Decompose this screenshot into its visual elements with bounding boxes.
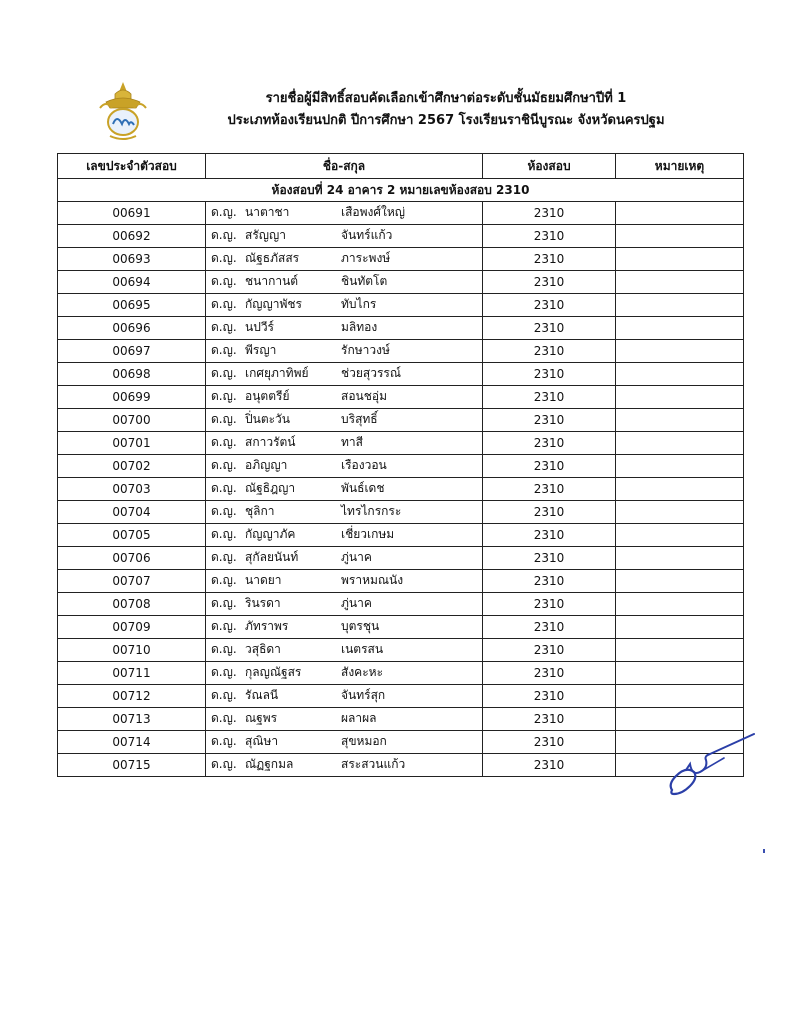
exam-id-cell: 00697 bbox=[58, 340, 206, 363]
full-name-cell bbox=[206, 455, 483, 478]
first-name: ปิ่นตะวัน bbox=[245, 412, 290, 426]
last-name: ชินทัตโต bbox=[341, 274, 388, 288]
exam-id-cell: 00702 bbox=[58, 455, 206, 478]
remarks-cell bbox=[616, 225, 744, 248]
table-row bbox=[58, 248, 744, 271]
exam-room-cell: 2310 bbox=[483, 501, 616, 524]
first-name: อนุตตรีย์ bbox=[245, 389, 290, 403]
full-name-cell bbox=[206, 501, 483, 524]
signature bbox=[664, 728, 764, 808]
remarks-cell bbox=[616, 340, 744, 363]
remarks-cell bbox=[616, 593, 744, 616]
name-prefix: ด.ญ. bbox=[211, 550, 237, 564]
first-name: วสุธิดา bbox=[245, 642, 281, 656]
table-row bbox=[58, 340, 744, 363]
remarks-cell bbox=[616, 317, 744, 340]
last-name: เชี่ยวเกษม bbox=[341, 527, 395, 541]
first-name: กัญญาภัค bbox=[245, 527, 296, 541]
exam-id-cell: 00709 bbox=[58, 616, 206, 639]
name-prefix: ด.ญ. bbox=[211, 412, 237, 426]
last-name: เนตรสน bbox=[341, 642, 384, 656]
exam-id-cell: 00694 bbox=[58, 271, 206, 294]
last-name: รักษาวงษ์ bbox=[341, 343, 390, 357]
first-name: นปวีร์ bbox=[245, 320, 275, 334]
header-title-line2: ประเภทห้องเรียนปกติ ปีการศึกษา 2567 โรงเรียนราชินีบูรณะ จังหวัดนครปฐม bbox=[227, 113, 665, 128]
table-row bbox=[58, 570, 744, 593]
table-row bbox=[58, 639, 744, 662]
exam-room-cell: 2310 bbox=[483, 731, 616, 754]
exam-id-cell: 00715 bbox=[58, 754, 206, 777]
first-name: เกศยุภาทิพย์ bbox=[245, 366, 309, 380]
exam-room-cell: 2310 bbox=[483, 685, 616, 708]
ink-mark bbox=[763, 849, 765, 853]
first-name: ชุลิกา bbox=[245, 504, 275, 518]
name-prefix: ด.ญ. bbox=[211, 504, 237, 518]
last-name: ทับไกร bbox=[341, 297, 377, 311]
exam-room-cell: 2310 bbox=[483, 294, 616, 317]
exam-id-cell: 00701 bbox=[58, 432, 206, 455]
first-name: พีรญา bbox=[245, 343, 277, 357]
first-name: สุณิษา bbox=[245, 734, 279, 748]
exam-room-cell: 2310 bbox=[483, 616, 616, 639]
name-prefix: ด.ญ. bbox=[211, 366, 237, 380]
exam-room-cell: 2310 bbox=[483, 225, 616, 248]
name-prefix: ด.ญ. bbox=[211, 458, 237, 472]
name-prefix: ด.ญ. bbox=[211, 251, 237, 265]
full-name-cell bbox=[206, 754, 483, 777]
column-header-exam-id: เลขประจำตัวสอบ bbox=[58, 154, 206, 179]
exam-id-cell: 00710 bbox=[58, 639, 206, 662]
exam-id-cell: 00693 bbox=[58, 248, 206, 271]
exam-room-cell: 2310 bbox=[483, 708, 616, 731]
remarks-cell bbox=[616, 501, 744, 524]
exam-room-cell: 2310 bbox=[483, 248, 616, 271]
last-name: เสือพงศ์ใหญ่ bbox=[341, 205, 406, 219]
remarks-cell bbox=[616, 271, 744, 294]
table-row bbox=[58, 202, 744, 225]
remarks-cell bbox=[616, 409, 744, 432]
remarks-cell bbox=[616, 524, 744, 547]
table-row bbox=[58, 317, 744, 340]
remarks-cell bbox=[616, 547, 744, 570]
full-name-cell bbox=[206, 685, 483, 708]
last-name: เรืองวอน bbox=[341, 458, 387, 472]
remarks-cell bbox=[616, 570, 744, 593]
exam-room-cell: 2310 bbox=[483, 317, 616, 340]
exam-room-cell: 2310 bbox=[483, 363, 616, 386]
full-name-cell bbox=[206, 317, 483, 340]
exam-id-cell: 00695 bbox=[58, 294, 206, 317]
last-name: ภู่นาค bbox=[341, 550, 372, 564]
first-name: สุกัลยนันท์ bbox=[245, 550, 299, 564]
exam-room-cell: 2310 bbox=[483, 478, 616, 501]
full-name-cell bbox=[206, 409, 483, 432]
exam-room-cell: 2310 bbox=[483, 340, 616, 363]
name-prefix: ด.ญ. bbox=[211, 665, 237, 679]
exam-room-cell: 2310 bbox=[483, 271, 616, 294]
full-name-cell bbox=[206, 271, 483, 294]
document-header bbox=[186, 88, 706, 132]
first-name: ณัฐธภัสสร bbox=[245, 251, 300, 265]
exam-id-cell: 00706 bbox=[58, 547, 206, 570]
exam-room-cell: 2310 bbox=[483, 202, 616, 225]
exam-room-cell: 2310 bbox=[483, 754, 616, 777]
table-row bbox=[58, 708, 744, 731]
exam-room-cell: 2310 bbox=[483, 662, 616, 685]
full-name-cell bbox=[206, 340, 483, 363]
first-name: สรัญญา bbox=[245, 228, 286, 242]
full-name-cell bbox=[206, 662, 483, 685]
first-name: ณัฏฐกมล bbox=[245, 757, 294, 771]
table-row bbox=[58, 225, 744, 248]
last-name: พราหมณนัง bbox=[341, 573, 404, 587]
table-row bbox=[58, 432, 744, 455]
last-name: บริสุทธิ์ bbox=[341, 412, 378, 426]
name-prefix: ด.ญ. bbox=[211, 596, 237, 610]
name-prefix: ด.ญ. bbox=[211, 642, 237, 656]
exam-room-cell: 2310 bbox=[483, 524, 616, 547]
exam-room-cell: 2310 bbox=[483, 386, 616, 409]
exam-room-cell: 2310 bbox=[483, 593, 616, 616]
room-header: ห้องสอบที่ 24 อาคาร 2 หมายเลขห้องสอบ 2310 bbox=[58, 179, 744, 202]
name-prefix: ด.ญ. bbox=[211, 481, 237, 495]
remarks-cell bbox=[616, 478, 744, 501]
last-name: จันทร์สุก bbox=[341, 688, 386, 702]
full-name-cell bbox=[206, 731, 483, 754]
full-name-cell bbox=[206, 225, 483, 248]
exam-id-cell: 00708 bbox=[58, 593, 206, 616]
first-name: อภิญญา bbox=[245, 458, 288, 472]
exam-id-cell: 00691 bbox=[58, 202, 206, 225]
column-header-full-name: ชื่อ-สกุล bbox=[206, 154, 483, 179]
name-prefix: ด.ญ. bbox=[211, 297, 237, 311]
table-row bbox=[58, 754, 744, 777]
first-name: สกาวรัตน์ bbox=[245, 435, 296, 449]
last-name: สระสวนแก้ว bbox=[341, 757, 406, 771]
name-prefix: ด.ญ. bbox=[211, 527, 237, 541]
full-name-cell bbox=[206, 478, 483, 501]
name-prefix: ด.ญ. bbox=[211, 228, 237, 242]
remarks-cell bbox=[616, 248, 744, 271]
table-row bbox=[58, 271, 744, 294]
column-header-remarks: หมายเหตุ bbox=[616, 154, 744, 179]
name-prefix: ด.ญ. bbox=[211, 389, 237, 403]
first-name: รินรดา bbox=[245, 596, 281, 610]
last-name: บุตรชุน bbox=[341, 619, 380, 633]
remarks-cell bbox=[616, 616, 744, 639]
last-name: ภู่นาค bbox=[341, 596, 372, 610]
full-name-cell bbox=[206, 524, 483, 547]
exam-room-cell: 2310 bbox=[483, 455, 616, 478]
exam-id-cell: 00698 bbox=[58, 363, 206, 386]
remarks-cell bbox=[616, 432, 744, 455]
exam-id-cell: 00704 bbox=[58, 501, 206, 524]
header-title-line1: รายชื่อผู้มีสิทธิ์สอบคัดเลือกเข้าศึกษาต่อระดับชั้นมัธยมศึกษาปีที่ 1 bbox=[265, 91, 627, 106]
name-prefix: ด.ญ. bbox=[211, 734, 237, 748]
column-header-exam-room: ห้องสอบ bbox=[483, 154, 616, 179]
table-body bbox=[58, 179, 744, 777]
exam-room-cell: 2310 bbox=[483, 570, 616, 593]
table-row bbox=[58, 593, 744, 616]
first-name: ณฐพร bbox=[245, 711, 278, 725]
exam-id-cell: 00700 bbox=[58, 409, 206, 432]
room-header-row bbox=[58, 179, 744, 202]
name-prefix: ด.ญ. bbox=[211, 343, 237, 357]
name-prefix: ด.ญ. bbox=[211, 274, 237, 288]
exam-id-cell: 00707 bbox=[58, 570, 206, 593]
table-row bbox=[58, 294, 744, 317]
table-row bbox=[58, 547, 744, 570]
name-prefix: ด.ญ. bbox=[211, 573, 237, 587]
table-row bbox=[58, 616, 744, 639]
exam-room-cell: 2310 bbox=[483, 409, 616, 432]
remarks-cell bbox=[616, 363, 744, 386]
name-prefix: ด.ญ. bbox=[211, 711, 237, 725]
table-row bbox=[58, 478, 744, 501]
last-name: จันทร์แก้ว bbox=[341, 228, 393, 242]
first-name: รัณลนี bbox=[245, 688, 279, 702]
exam-id-cell: 00714 bbox=[58, 731, 206, 754]
exam-room-cell: 2310 bbox=[483, 432, 616, 455]
table-row bbox=[58, 363, 744, 386]
exam-roster-table bbox=[57, 153, 744, 777]
last-name: สอนชอุ่ม bbox=[341, 389, 387, 403]
last-name: ไทรไกรกระ bbox=[341, 504, 402, 518]
name-prefix: ด.ญ. bbox=[211, 205, 237, 219]
last-name: พันธ์เดช bbox=[341, 481, 385, 495]
name-prefix: ด.ญ. bbox=[211, 757, 237, 771]
first-name: ภัทราพร bbox=[245, 619, 289, 633]
exam-id-cell: 00711 bbox=[58, 662, 206, 685]
first-name: ชนากานต์ bbox=[245, 274, 299, 288]
last-name: ทาสี bbox=[341, 435, 363, 449]
full-name-cell bbox=[206, 547, 483, 570]
table-row bbox=[58, 685, 744, 708]
name-prefix: ด.ญ. bbox=[211, 688, 237, 702]
exam-room-cell: 2310 bbox=[483, 639, 616, 662]
first-name: กุลญณัฐสร bbox=[245, 665, 302, 679]
table-row bbox=[58, 731, 744, 754]
table-row bbox=[58, 662, 744, 685]
exam-id-cell: 00692 bbox=[58, 225, 206, 248]
exam-id-cell: 00696 bbox=[58, 317, 206, 340]
full-name-cell bbox=[206, 363, 483, 386]
table-header-row bbox=[58, 154, 744, 179]
full-name-cell bbox=[206, 386, 483, 409]
last-name: ภาระพงษ์ bbox=[341, 251, 391, 265]
full-name-cell bbox=[206, 202, 483, 225]
last-name: ผลาผล bbox=[341, 711, 377, 725]
table-row bbox=[58, 501, 744, 524]
exam-id-cell: 00703 bbox=[58, 478, 206, 501]
table-row bbox=[58, 409, 744, 432]
table-row bbox=[58, 455, 744, 478]
remarks-cell bbox=[616, 294, 744, 317]
last-name: ช่วยสุวรรณ์ bbox=[341, 366, 401, 380]
table-row bbox=[58, 386, 744, 409]
exam-room-cell: 2310 bbox=[483, 547, 616, 570]
first-name: นาดยา bbox=[245, 573, 282, 587]
full-name-cell bbox=[206, 708, 483, 731]
full-name-cell bbox=[206, 593, 483, 616]
full-name-cell bbox=[206, 570, 483, 593]
remarks-cell bbox=[616, 685, 744, 708]
last-name: สังคะหะ bbox=[341, 665, 384, 679]
first-name: ณัฐธิฎญา bbox=[245, 481, 296, 495]
last-name: มลิทอง bbox=[341, 320, 378, 334]
remarks-cell bbox=[616, 386, 744, 409]
remarks-cell bbox=[616, 639, 744, 662]
school-emblem-icon bbox=[96, 78, 150, 144]
full-name-cell bbox=[206, 639, 483, 662]
remarks-cell bbox=[616, 662, 744, 685]
exam-id-cell: 00705 bbox=[58, 524, 206, 547]
full-name-cell bbox=[206, 248, 483, 271]
name-prefix: ด.ญ. bbox=[211, 320, 237, 334]
full-name-cell bbox=[206, 294, 483, 317]
exam-id-cell: 00713 bbox=[58, 708, 206, 731]
remarks-cell bbox=[616, 202, 744, 225]
name-prefix: ด.ญ. bbox=[211, 435, 237, 449]
table-row bbox=[58, 524, 744, 547]
name-prefix: ด.ญ. bbox=[211, 619, 237, 633]
exam-id-cell: 00712 bbox=[58, 685, 206, 708]
first-name: กัญญาพัชร bbox=[245, 297, 302, 311]
last-name: สุขหมอก bbox=[341, 734, 387, 748]
full-name-cell bbox=[206, 432, 483, 455]
remarks-cell bbox=[616, 455, 744, 478]
exam-id-cell: 00699 bbox=[58, 386, 206, 409]
first-name: นาตาชา bbox=[245, 205, 290, 219]
full-name-cell bbox=[206, 616, 483, 639]
